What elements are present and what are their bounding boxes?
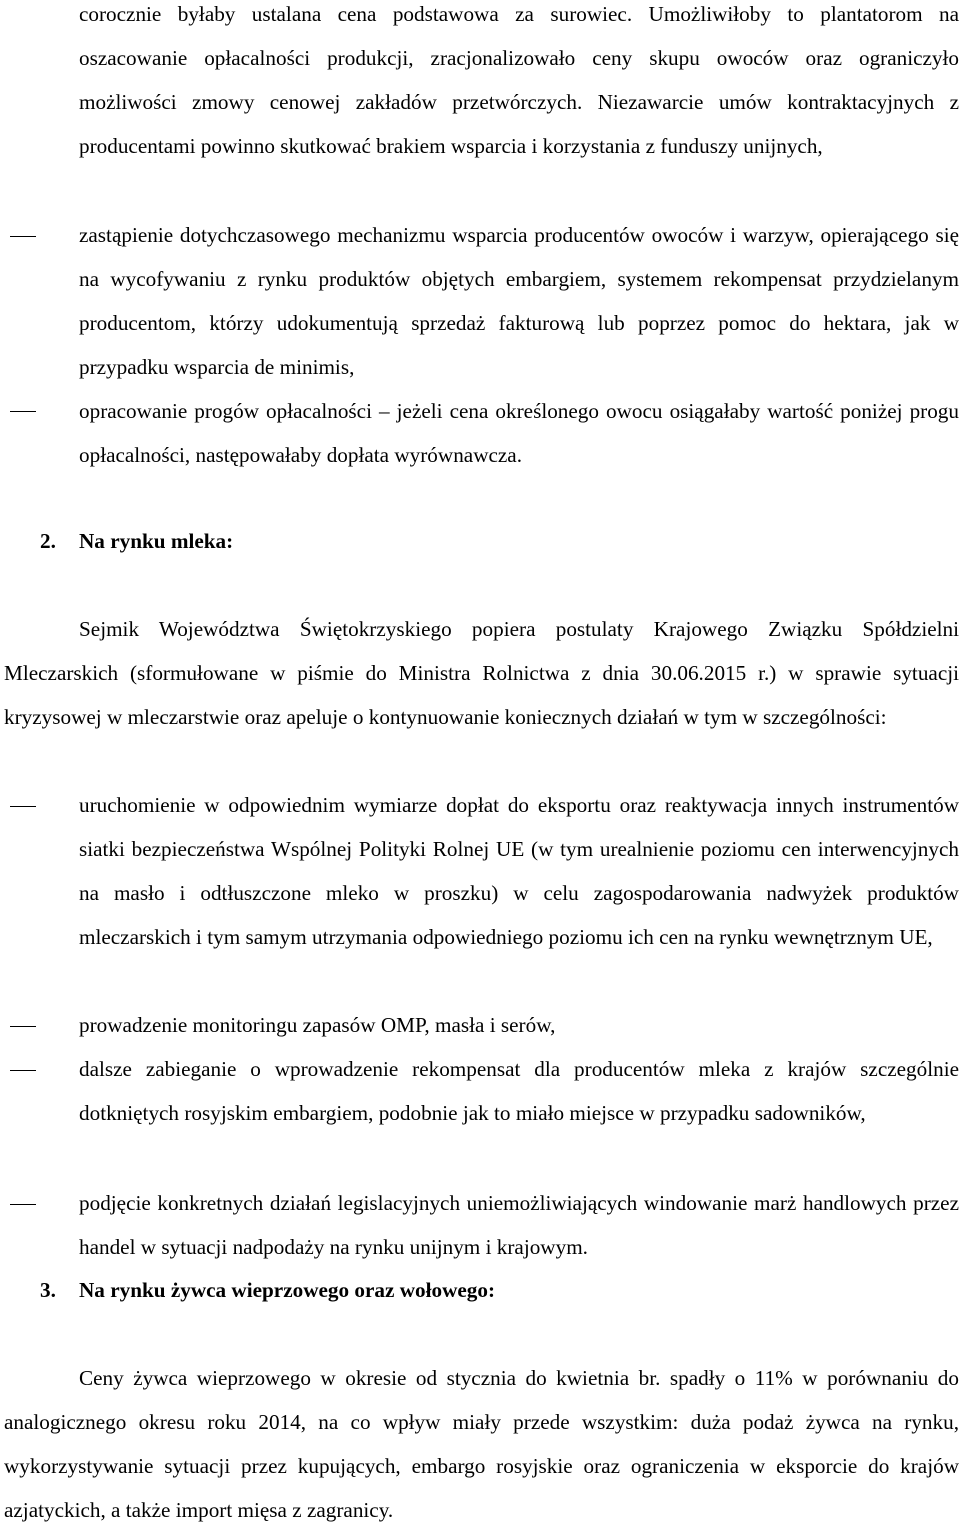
milk-bullet-1: uruchomienie w odpowiednim wymiarze dopłat do eksportu oraz reaktywacja innych instrumentów siatki bezpieczeństwa Wspólnej Polityki Rolnej UE (w tym urealnienie poziomu cen interwencyjnych na masło i odtłuszczone mleko w proszku) w celu zagospodarowania nadwyżek produktów mleczarskich i tym samym utrzymania odpowiedniego poziomu ich cen na rynku wewnętrznym UE, — [79, 793, 959, 949]
milk-bullet-4: podjęcie konkretnych działań legislacyjnych uniemożliwiających windowanie marż handlowych przez handel w sytuacji nadpodaży na rynku unijnym i krajowym. — [79, 1191, 959, 1259]
section-2-intro: Sejmik Województwa Świętokrzyskiego popiera postulaty Krajowego Związku Spółdzielni Mleczarskich (sformułowane w piśmie do Ministra Rolnictwa z dnia 30.06.2015 r.) w sprawie sytuacji kryzysowej w mleczarstwie oraz apeluje o kontynuowanie koniecznych działań w tym w szczególności: — [4, 617, 959, 729]
bullet-dash — [10, 806, 36, 807]
section-3-intro: Ceny żywca wieprzowego w okresie od stycznia do kwietnia br. spadły o 11% w porównaniu do analogicznego okresu roku 2014, na co wpływ miały przede wszystkim: duża podaż żywca na rynku, wykorzystywanie sytuacji przez kupujących, embargo rosyjskie oraz ograniczenia w eksporcie do krajów azjatyckich, a także import mięsa z zagranicy. — [4, 1366, 959, 1522]
bullet-dash — [10, 1026, 36, 1027]
section-2-title: Na rynku mleka: — [79, 529, 234, 553]
fruit-bullet-1: zastąpienie dotychczasowego mechanizmu wsparcia producentów owoców i warzyw, opierającego się na wycofywaniu z rynku produktów objętych embargiem, systemem rekompensat przydzielanym producentom, którzy udokumentują sprzedaż fakturową lub poprzez pomoc do hektara, jak w przypadku wsparcia de minimis, — [79, 223, 959, 379]
bullet-dash — [10, 236, 36, 237]
bullet-dash — [10, 1204, 36, 1205]
fruit-bullet-2: opracowanie progów opłacalności – jeżeli cena określonego owocu osiągałaby wartość poniżej progu opłacalności, następowałaby dopłata wyrównawcza. — [79, 399, 959, 467]
bullet-dash — [10, 1070, 36, 1071]
section-3-number: 3. — [40, 1278, 56, 1302]
section-3-heading — [40, 1268, 495, 1312]
milk-bullet-2: prowadzenie monitoringu zapasów OMP, masła i serów, — [79, 1013, 556, 1037]
milk-bullet-3: dalsze zabieganie o wprowadzenie rekompensat dla producentów mleka z krajów szczególnie dotkniętych rosyjskim embargiem, podobnie jak to miało miejsce w przypadku sadowników, — [79, 1057, 959, 1125]
section-2-heading — [40, 519, 233, 563]
section-3-title: Na rynku żywca wieprzowego oraz wołowego: — [79, 1278, 496, 1302]
continuation-paragraph: corocznie byłaby ustalana cena podstawowa za surowiec. Umożliwiłoby to plantatorom na oszacowanie opłacalności produkcji, zracjonalizowało ceny skupu owoców oraz ograniczyło możliwości zmowy cenowej zakładów przetwórczych. Niezawarcie umów kontraktacyjnych z producentami powinno skutkować brakiem wsparcia i korzystania z funduszy unijnych, — [79, 2, 959, 158]
bullet-dash — [10, 411, 36, 412]
section-2-number: 2. — [40, 529, 56, 553]
